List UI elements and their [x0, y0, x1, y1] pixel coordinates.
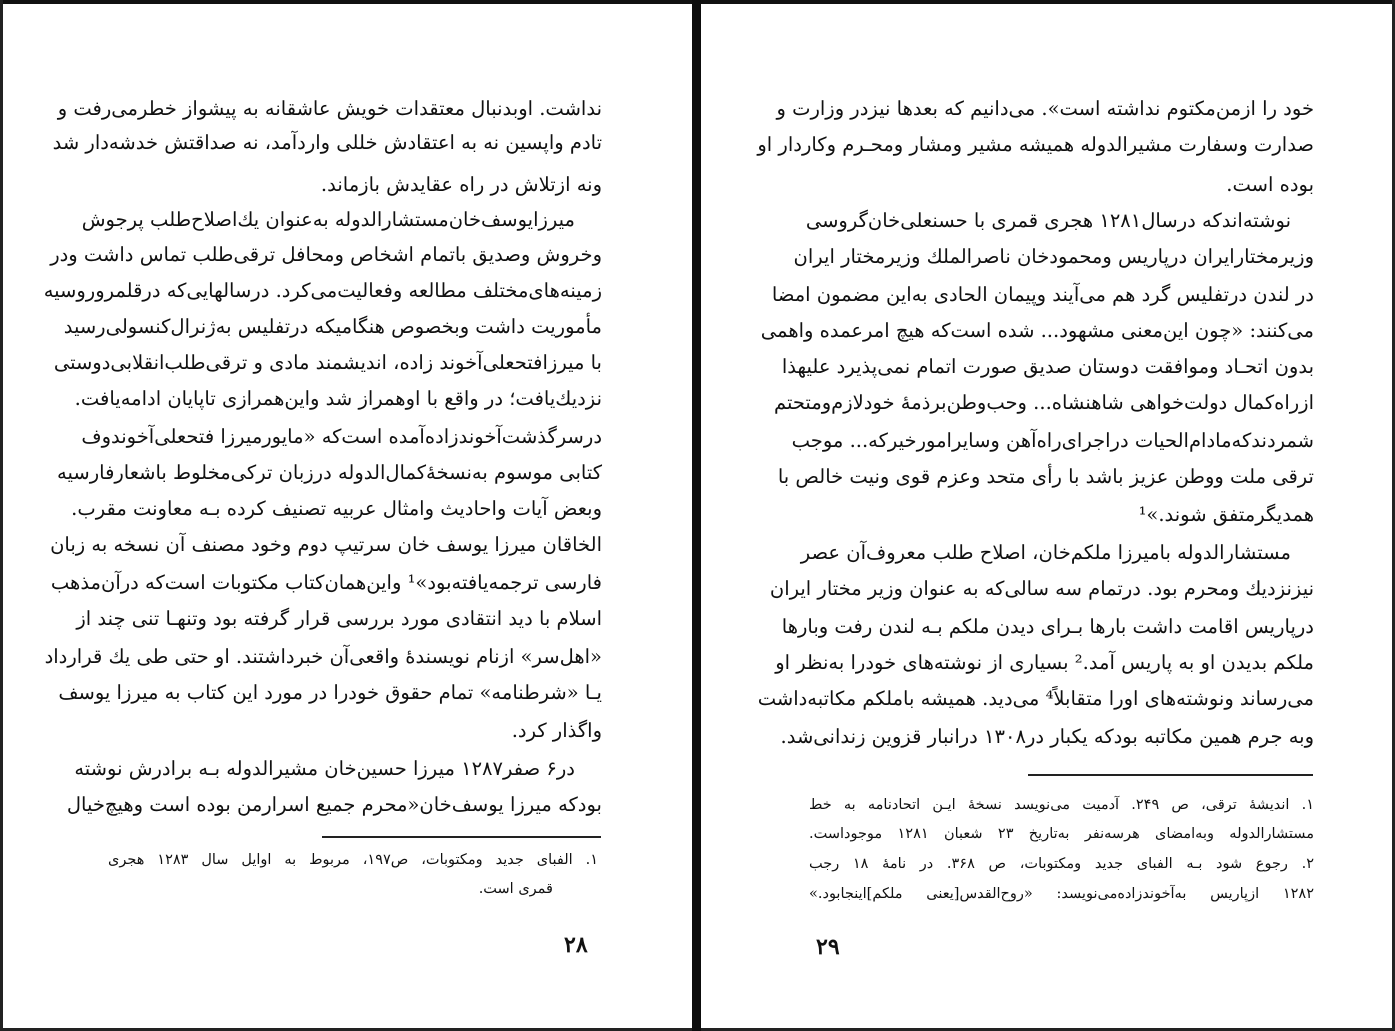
- body-line: مأموریت داشت وبخصوص هنگامیکه درتفلیس به‌ژنرال‌کنسولی‌رسید: [63, 315, 602, 338]
- body-line: با میرزافتحعلی‌آخوند زاده، اندیشمند مادی و ترقی‌طلب‌انقلابی‌دوستی: [53, 351, 602, 374]
- body-line: بوده است.: [1226, 173, 1314, 196]
- body-line: بودکه میرزا یوسف‌خان«محرم جمیع اسرارمن بوده است وهیچ‌خیال: [66, 793, 602, 816]
- body-line: نزدیك‌یافت؛ در واقع با اوهمراز شد واین‌همرازی تاپایان ادامه‌یافت.: [74, 387, 602, 410]
- body-line: همدیگرمتفق شوند.»¹: [1138, 503, 1314, 526]
- body-line: نوشته‌اندکه درسال۱۲۸۱ هجری قمری با حسنعلی‌خان‌گروسی: [805, 209, 1291, 232]
- body-line: واگذار کرد.: [511, 719, 602, 742]
- body-line: ترقی ملت ووطن عزیز باشد با رأی متحد وعزم قوی ونیت خالص با: [777, 465, 1314, 488]
- footnote-line: قمری است.: [478, 881, 553, 897]
- page-number: ۲۹: [816, 934, 840, 960]
- right-page: [701, 0, 1391, 1031]
- footnote-line: ۲. رجوع شود بـه الفبای جدید ومکتوبات، ص ۳۶۸. در نامهٔ ۱۸ رجب: [809, 856, 1314, 872]
- body-line: زمینه‌های‌مختلف مطالعه وفعالیت‌می‌کرد. درسالهایی‌که درقلمروروسیه: [43, 279, 602, 302]
- body-line: شمردندکه‌مادام‌الحیات دراجرای‌راه‌آهن وسایرامورخیرکه... موجب: [791, 429, 1314, 452]
- body-line: «اهل‌سر» ازنام نویسندهٔ واقعی‌آن خبرداشتند. او حتی طی یك قرارداد: [44, 645, 602, 668]
- body-line: فارسی ترجمه‌یافته‌بود»¹ واین‌همان‌کتاب مکتوبات است‌که درآن‌مذهب: [50, 571, 602, 594]
- body-line: نداشت. اوبدنبال معتقدات خویش عاشقانه به پیشواز خطرمی‌رفت و: [57, 97, 602, 120]
- body-line: وبه جرم همین مکاتبه بودکه یکبار در۱۳۰۸ درانبار قزوین زندانی‌شد.: [780, 725, 1314, 748]
- body-line: میرزایوسف‌خان‌مستشارالدوله به‌عنوان یك‌اصلاح‌طلب پرجوش: [81, 208, 575, 231]
- footnote-line: مستشارالدوله وبه‌امضای هرسه‌نفر به‌تاریخ ۲۳ شعبان ۱۲۸۱ موجوداست.: [809, 826, 1314, 842]
- body-line: تادم واپسین نه به اعتقادش خللی واردآمد، نه صداقتش خدشه‌دار شد: [52, 131, 602, 154]
- body-line: یـا «شرطنامه» تمام حقوق خودرا در مورد این کتاب به میرزا یوسف: [58, 681, 602, 704]
- footnote-rule: [322, 836, 601, 838]
- body-line: در لندن درتفلیس گرد هم می‌آیند وپیمان الحادی به‌این مضمون امضا: [771, 283, 1314, 306]
- body-line: در۶ صفر۱۲۸۷ میرزا حسین‌خان مشیرالدوله بـه برادرش نوشته: [74, 757, 575, 780]
- book-spine: [692, 0, 701, 1031]
- footnote-line: ۱۲۸۲ ازپاریس به‌آخوندزاده‌می‌نویسد: «روح‌القدس[یعنی ملکم]اینجابود.»: [809, 886, 1314, 902]
- body-line: می‌رساند ونوشته‌های اورا متقابلاً⁴ می‌دید. همیشه باملکم مکاتبه‌داشت: [757, 687, 1314, 710]
- footnote-rule: [1028, 774, 1313, 776]
- body-line: خود را ازمن‌مکتوم نداشته است». می‌دانیم که بعدها نیزدر وزارت و: [776, 97, 1314, 120]
- body-line: وبعض آیات واحادیث وامثال عربیه تصنیف کرده بـه معاونت مقرب.: [71, 497, 602, 520]
- body-line: ونه ازتلاش در راه عقایدش بازماند.: [320, 173, 602, 196]
- body-line: درسرگذشت‌آخوندزاده‌آمده است‌که «مایورمیرزا فتحعلی‌آخوندوف: [81, 425, 602, 448]
- body-line: نیزنزدیك ومحرم بود. درتمام سه سالی‌که به عنوان وزیر مختار ایران: [769, 577, 1314, 600]
- body-line: الخاقان میرزا یوسف خان سرتیپ دوم وخود مصنف آن نسخه به زبان: [50, 533, 602, 556]
- body-line: کتابی موسوم به‌نسخهٔ‌کمال‌الدوله درزبان ترکی‌مخلوط باشعارفارسیه: [57, 461, 602, 484]
- left-border: [0, 0, 3, 1031]
- body-line: ملکم بدیدن او به پاریس آمد.² بسیاری از نوشته‌های خودرا به‌نظر او: [775, 651, 1314, 674]
- page-number: ۲۸: [564, 932, 588, 958]
- left-page: [4, 0, 692, 1031]
- body-line: می‌کنند: «چون این‌معنی مشهود... شده است‌که هیچ امرعمده واهمی: [760, 319, 1314, 342]
- footnote-line: ۱. الفبای جدید ومکتوبات، ص۱۹۷، مربوط به اوایل سال ۱۲۸۳ هجری: [108, 852, 598, 868]
- body-line: ازراه‌کمال دولت‌خواهی شاهنشاه... وحب‌وطن‌برذمهٔ خودلازم‌ومتحتم: [773, 391, 1314, 414]
- body-line: درپاریس اقامت داشت بارها بـرای دیدن ملکم بـه لندن رفت وبارها: [781, 615, 1314, 638]
- body-line: وخروش وصدیق باتمام اشخاص ومحافل ترقی‌طلب تماس داشت ودر: [50, 243, 602, 266]
- footnote-line: ۱. اندیشهٔ ترقی، ص ۲۴۹. آدمیت می‌نویسد نسخهٔ ایـن اتحادنامه به خط: [809, 797, 1314, 813]
- body-line: صدارت وسفارت مشیرالدوله همیشه مشیر ومشار ومحـرم وکاردار او: [757, 133, 1314, 156]
- body-line: وزیرمختارایران درپاریس ومحمودخان ناصرالملك وزیرمختار ایران: [793, 245, 1314, 268]
- body-line: بدون اتحـاد وموافقت دوستان صدیق صورت اتمام نمی‌پذیرد علیهذا: [781, 355, 1314, 378]
- body-line: اسلام با دید انتقادی مورد بررسی قرار گرفته بود وتنهـا تنی چند از: [76, 607, 602, 630]
- body-line: مستشارالدوله بامیرزا ملکم‌خان، اصلاح طلب معروف‌آن عصر: [800, 541, 1291, 564]
